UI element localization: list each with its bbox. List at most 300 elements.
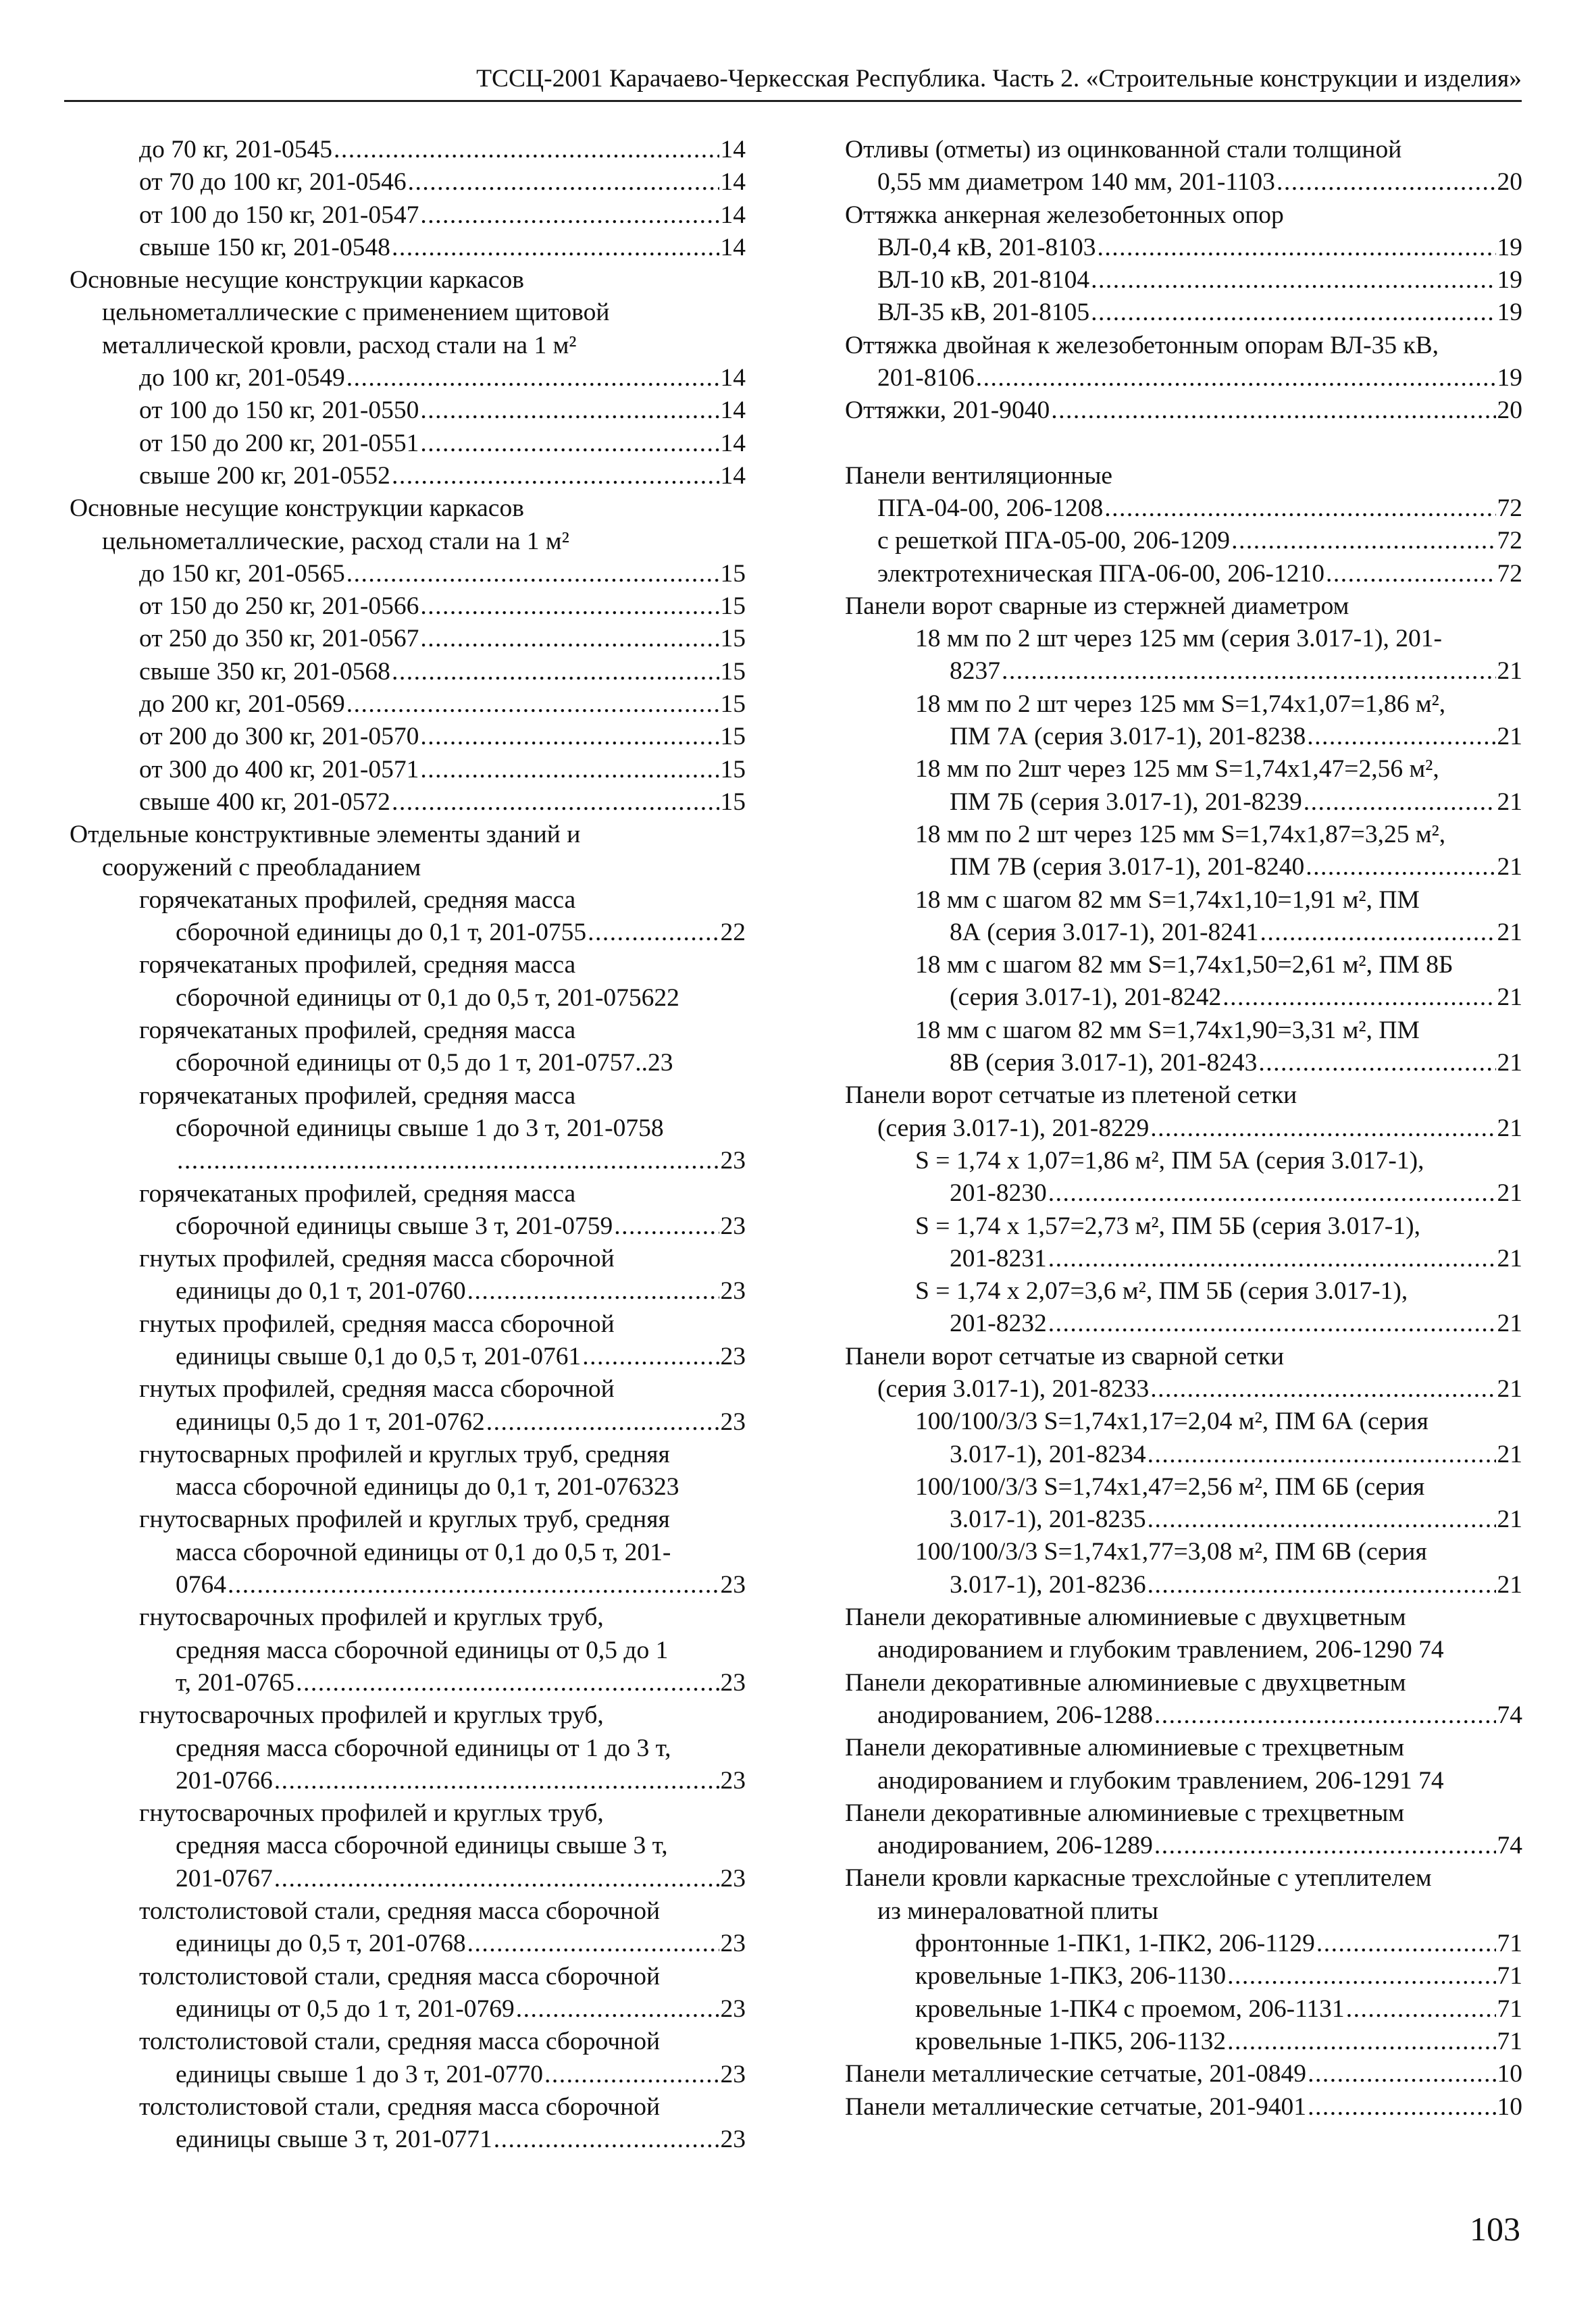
dot-leader: [177, 1145, 719, 1177]
entry-text: Панели декоративные алюминиевые с трехцветным: [845, 1734, 1405, 1762]
entry-page-number: 21: [1497, 657, 1522, 686]
entry-text: цельнометаллические с применением щитовой: [102, 299, 610, 327]
index-entry: [845, 1862, 1522, 1895]
index-entry: [845, 1895, 1522, 1928]
index-entry: [845, 1928, 1522, 1960]
dot-leader: [588, 917, 719, 949]
index-entry: [845, 1503, 1522, 1536]
index-entry: [70, 1373, 746, 1406]
entry-page-number: 14: [720, 136, 746, 163]
entry-text: Оттяжка двойная к железобетонным опорам ВЛ-35 кВ,: [845, 331, 1439, 359]
entry-text: Панели металлические сетчатые, 201-9401: [845, 2092, 1307, 2121]
dot-leader: [1002, 655, 1496, 688]
index-entry: [70, 1080, 746, 1112]
entry-text: от 150 до 250 кг, 201-0566: [139, 592, 419, 621]
dot-leader: [1148, 1503, 1496, 1536]
index-entry: [845, 1471, 1522, 1503]
index-entry: [70, 754, 746, 786]
dot-leader: [1227, 2026, 1495, 2058]
index-entry: [70, 1993, 746, 2026]
entry-page-number: 74: [1497, 1701, 1522, 1729]
index-entry: [70, 1895, 746, 1928]
entry-text: сооружений с преобладанием: [102, 853, 421, 881]
dot-leader: [228, 1569, 719, 1601]
entry-page-number: 19: [1497, 299, 1522, 327]
index-entry: [845, 1210, 1522, 1243]
entry-page-number: 21: [1497, 1114, 1522, 1142]
entry-page-number: 23: [720, 1212, 746, 1240]
entry-text: сборочной единицы свыше 1 до 3 т, 201-0758: [176, 1114, 664, 1142]
entry-text: цельнометаллические, расход стали на 1 м²: [102, 527, 569, 555]
entry-page-number: 23: [720, 1864, 746, 1893]
entry-text: свыше 150 кг, 201-0548: [139, 233, 390, 261]
index-entry: [845, 753, 1522, 786]
entry-page-number: 15: [720, 625, 746, 653]
entry-text: 201-8106: [877, 364, 975, 392]
entry-text: масса сборочной единицы до 0,1 т, 201-076323: [176, 1473, 679, 1501]
entry-page-number: 21: [1497, 788, 1522, 816]
index-entry: [845, 2026, 1522, 2058]
entry-text: S = 1,74 x 2,07=3,6 м², ПМ 5Б (серия 3.017-1),: [915, 1277, 1408, 1306]
index-entry: [70, 1341, 746, 1373]
index-entry: [845, 558, 1522, 590]
index-entry: [845, 394, 1522, 427]
index-entry: [70, 786, 746, 819]
entry-page-number: 10: [1497, 2092, 1522, 2121]
entry-text: ПМ 7А (серия 3.017-1), 201-8238: [950, 723, 1306, 751]
index-entry: [845, 1634, 1522, 1666]
index-entry: [70, 362, 746, 394]
entry-page-number: 14: [720, 168, 746, 197]
index-entry: [845, 1960, 1522, 1992]
entry-text: ВЛ-35 кВ, 201-8105: [877, 299, 1090, 327]
entry-text: 3.017-1), 201-8236: [950, 1570, 1146, 1599]
index-entry: [845, 166, 1522, 199]
entry-text: электротехническая ПГА-06-00, 206-1210: [877, 559, 1324, 588]
index-entry: [845, 1275, 1522, 1308]
dot-leader: [1150, 1112, 1495, 1145]
index-entry: [70, 2124, 746, 2156]
entry-text: до 200 кг, 201-0569: [139, 690, 345, 719]
entry-text: с решеткой ПГА-05-00, 206-1209: [877, 527, 1231, 555]
entry-page-number: 72: [1497, 559, 1522, 588]
entry-text: фронтонные 1-ПК1, 1-ПК2, 206-1129: [915, 1930, 1315, 1958]
index-entry: [70, 623, 746, 655]
entry-text: от 300 до 400 кг, 201-0571: [139, 755, 419, 783]
entry-text: от 70 до 100 кг, 201-0546: [139, 168, 407, 197]
entry-page-number: 21: [1497, 1310, 1522, 1338]
dot-leader: [334, 134, 719, 166]
index-entry: [845, 1145, 1522, 1177]
entry-page-number: 71: [1497, 2027, 1522, 2055]
entry-text: единицы 0,5 до 1 т, 201-0762: [176, 1408, 485, 1436]
dot-leader: [420, 199, 719, 232]
index-entry: [845, 1536, 1522, 1568]
entry-text: единицы свыше 1 до 3 т, 201-0770: [176, 2060, 544, 2088]
index-entry: [70, 2026, 746, 2058]
dot-leader: [1231, 525, 1495, 557]
entry-text: кровельные 1-ПК3, 206-1130: [915, 1962, 1227, 1990]
dot-leader: [392, 786, 719, 819]
entry-text: свыше 200 кг, 201-0552: [139, 461, 390, 490]
index-entry: [70, 884, 746, 917]
entry-page-number: 21: [1497, 1570, 1522, 1599]
index-entry: [845, 1830, 1522, 1862]
entry-page-number: 23: [720, 1930, 746, 1958]
entry-page-number: 14: [720, 364, 746, 392]
dot-leader: [614, 1210, 719, 1243]
dot-leader: [582, 1341, 719, 1373]
entry-text: горячекатаных профилей, средняя масса: [139, 1179, 576, 1208]
index-entry: [845, 917, 1522, 949]
dot-leader: [486, 1406, 719, 1439]
dot-leader: [392, 460, 719, 492]
index-entry: [845, 232, 1522, 264]
entry-page-number: 14: [720, 396, 746, 425]
dot-leader: [1104, 492, 1495, 525]
entry-page-number: 15: [720, 788, 746, 816]
entry-page-number: 15: [720, 657, 746, 686]
entry-page-number: 21: [1497, 918, 1522, 946]
dot-leader: [1154, 1830, 1496, 1862]
entry-text: Панели декоративные алюминиевые с двухцветным: [845, 1668, 1406, 1697]
index-entry: [845, 851, 1522, 883]
dot-leader: [516, 1993, 719, 2026]
index-entry: [70, 917, 746, 949]
entry-text: металлической кровли, расход стали на 1 м²: [102, 331, 577, 359]
index-entry: [70, 1569, 746, 1601]
entry-text: от 150 до 200 кг, 201-0551: [139, 429, 419, 457]
entry-text: Панели ворот сетчатые из сварной сетки: [845, 1342, 1285, 1370]
entry-text: гнутых профилей, средняя масса сборочной: [139, 1245, 615, 1273]
dot-leader: [1304, 786, 1496, 819]
entry-text: 18 мм по 2 шт через 125 мм S=1,74x1,07=1,86 м²,: [915, 690, 1446, 718]
entry-text: толстолистовой стали, средняя масса сборочной: [139, 1962, 661, 1990]
entry-page-number: 72: [1497, 494, 1522, 522]
index-entry: [70, 297, 746, 329]
dot-leader: [420, 721, 719, 753]
entry-text: единицы от 0,5 до 1 т, 201-0769: [176, 1995, 515, 2023]
entry-text: (серия 3.017-1), 201-8242: [950, 983, 1222, 1012]
index-entry: [70, 1635, 746, 1667]
entry-text: 18 мм с шагом 82 мм S=1,74x1,90=3,31 м², ПМ: [915, 1016, 1420, 1044]
index-entry: [70, 1145, 746, 1177]
entry-text: 201-8232: [950, 1310, 1047, 1338]
index-entry: [70, 1112, 746, 1145]
index-entry: [845, 134, 1522, 166]
entry-page-number: 20: [1497, 168, 1522, 197]
dot-leader: [1258, 1047, 1495, 1079]
index-entry: [70, 1210, 746, 1243]
entry-text: Основные несущие конструкции каркасов: [70, 266, 524, 294]
index-column-right: [845, 134, 1522, 2124]
index-entry: [845, 264, 1522, 297]
entry-text: толстолистовой стали, средняя масса сборочной: [139, 2028, 661, 2056]
entry-page-number: 19: [1497, 233, 1522, 261]
entry-text: сборочной единицы свыше 3 т, 201-0759: [176, 1212, 613, 1240]
dot-leader: [1051, 394, 1495, 427]
entry-page-number: 23: [720, 1408, 746, 1436]
entry-page-number: 15: [720, 690, 746, 719]
entry-text: анодированием, 206-1288: [877, 1701, 1153, 1729]
entry-page-number: 21: [1497, 1049, 1522, 1077]
entry-text: 18 мм с шагом 82 мм S=1,74x1,10=1,91 м², ПМ: [915, 885, 1420, 914]
entry-text: масса сборочной единицы от 0,1 до 0,5 т, 201-: [176, 1538, 671, 1566]
index-entry: [845, 688, 1522, 721]
dot-leader: [1260, 917, 1495, 949]
dot-leader: [1308, 2058, 1495, 2090]
entry-text: ВЛ-0,4 кВ, 201-8103: [877, 233, 1096, 261]
index-entry: [845, 623, 1522, 655]
index-entry: [845, 2058, 1522, 2090]
entry-text: 18 мм с шагом 82 мм S=1,74x1,50=2,61 м², ПМ 8Б: [915, 951, 1453, 979]
index-entry: [845, 1797, 1522, 1830]
dot-leader: [274, 1863, 719, 1895]
index-entry: [70, 1047, 746, 1079]
index-entry: [845, 199, 1522, 232]
index-entry: [845, 1047, 1522, 1079]
index-entry: [70, 1601, 746, 1634]
entry-text: горячекатаных профилей, средняя масса: [139, 885, 576, 914]
entry-text: Отдельные конструктивные элементы зданий и: [70, 821, 581, 849]
index-entry: [845, 819, 1522, 851]
entry-page-number: 71: [1497, 1995, 1522, 2023]
dot-leader: [1308, 2091, 1495, 2124]
index-entry: [70, 1797, 746, 1830]
index-entry: [70, 525, 746, 558]
index-entry: [845, 655, 1522, 688]
index-entry: [845, 362, 1522, 394]
dot-leader: [346, 558, 719, 590]
dot-leader: [346, 688, 719, 721]
dot-leader: [1048, 1308, 1496, 1340]
entry-page-number: 21: [1497, 1244, 1522, 1272]
dot-leader: [420, 623, 719, 655]
index-entry: [845, 492, 1522, 525]
entry-text: единицы до 0,1 т, 201-0760: [176, 1277, 466, 1306]
index-entry: [70, 199, 746, 232]
index-entry: [70, 590, 746, 623]
index-entry: [70, 264, 746, 297]
entry-page-number: 15: [720, 723, 746, 751]
entry-text: 8А (серия 3.017-1), 201-8241: [950, 918, 1259, 946]
index-entry: [845, 1667, 1522, 1699]
index-entry: [70, 232, 746, 264]
index-entry: [70, 656, 746, 688]
entry-page-number: 72: [1497, 527, 1522, 555]
entry-page-number: 74: [1497, 1832, 1522, 1860]
entry-text: гнутых профилей, средняя масса сборочной: [139, 1310, 615, 1338]
index-entry: [70, 1732, 746, 1765]
entry-text: Панели металлические сетчатые, 201-0849: [845, 2060, 1307, 2088]
dot-leader: [346, 362, 719, 394]
entry-page-number: 23: [720, 2060, 746, 2088]
entry-text: Панели кровли каркасные трехслойные с утеплителем: [845, 1864, 1432, 1893]
dot-leader: [1154, 1699, 1496, 1732]
index-entry: [845, 884, 1522, 917]
index-entry: [70, 428, 746, 460]
entry-page-number: 23: [720, 1277, 746, 1306]
index-entry: [845, 1243, 1522, 1275]
entry-text: единицы до 0,5 т, 201-0768: [176, 1930, 466, 1958]
entry-text: средняя масса сборочной единицы от 1 до 3 т,: [176, 1734, 671, 1762]
index-entry: [70, 2091, 746, 2124]
index-entry: [70, 2059, 746, 2091]
entry-page-number: 19: [1497, 364, 1522, 392]
dot-leader: [420, 754, 719, 786]
index-entry: [845, 786, 1522, 819]
entry-text: средняя масса сборочной единицы свыше 3 т,: [176, 1832, 668, 1860]
entry-text: единицы свыше 3 т, 201-0771: [176, 2126, 492, 2154]
entry-text: 18 мм по 2 шт через 125 мм S=1,74x1,87=3,25 м²,: [915, 820, 1446, 848]
index-column-left: [70, 134, 746, 2156]
entry-page-number: 14: [720, 233, 746, 261]
entry-text: Оттяжки, 201-9040: [845, 396, 1050, 425]
entry-text: Панели декоративные алюминиевые с трехцветным: [845, 1799, 1405, 1827]
entry-page-number: 21: [1497, 1374, 1522, 1403]
index-entry: [70, 982, 746, 1014]
index-entry: [70, 688, 746, 721]
dot-leader: [392, 656, 719, 688]
index-entry: [70, 1275, 746, 1308]
entry-text: сборочной единицы от 0,5 до 1 т, 201-0757..23: [176, 1049, 673, 1077]
entry-text: из минераловатной плиты: [877, 1897, 1158, 1925]
entry-page-number: 19: [1497, 266, 1522, 294]
entry-page-number: 23: [720, 1668, 746, 1697]
entry-page-number: 15: [720, 559, 746, 588]
entry-text: 0,55 мм диаметром 140 мм, 201-1103: [877, 168, 1275, 197]
entry-page-number: 14: [720, 429, 746, 457]
dot-leader: [1307, 721, 1495, 753]
index-entry: [845, 1406, 1522, 1438]
entry-text: анодированием, 206-1289: [877, 1832, 1153, 1860]
dot-leader: [494, 2124, 719, 2156]
entry-text: 201-0767: [176, 1864, 273, 1893]
entry-text: 100/100/3/3 S=1,74x1,17=2,04 м², ПМ 6А (серия: [915, 1408, 1428, 1436]
index-entry: [70, 1014, 746, 1047]
index-entry: [845, 981, 1522, 1014]
index-entry: [845, 1732, 1522, 1764]
index-entry: [70, 1471, 746, 1503]
index-entry: [845, 1112, 1522, 1145]
entry-text: 3.017-1), 201-8234: [950, 1440, 1146, 1468]
entry-text: (серия 3.017-1), 201-8233: [877, 1374, 1150, 1403]
entry-text: S = 1,74 x 1,07=1,86 м², ПМ 5А (серия 3.017-1),: [915, 1146, 1424, 1175]
index-entry: [70, 1439, 746, 1471]
entry-text: Оттяжка анкерная железобетонных опор: [845, 201, 1284, 229]
index-entry: [70, 949, 746, 981]
index-entry: [70, 1406, 746, 1439]
index-entry: [70, 1243, 746, 1275]
dot-leader: [1277, 166, 1496, 199]
entry-text: 18 мм по 2 шт через 125 мм (серия 3.017-1), 201-: [915, 625, 1442, 653]
index-entry: [70, 394, 746, 427]
dot-leader: [420, 590, 719, 623]
entry-text: свыше 350 кг, 201-0568: [139, 657, 390, 686]
index-entry: [70, 558, 746, 590]
dot-leader: [1227, 1960, 1495, 1992]
entry-page-number: 23: [720, 1766, 746, 1795]
dot-leader: [408, 166, 719, 199]
dot-leader: [1148, 1439, 1496, 1471]
index-entry: [845, 1341, 1522, 1373]
entry-text: ВЛ-10 кВ, 201-8104: [877, 266, 1090, 294]
dot-leader: [1091, 297, 1495, 329]
dot-leader: [467, 1928, 719, 1960]
section-gap: [845, 428, 1522, 460]
index-entry: [845, 721, 1522, 753]
entry-text: единицы свыше 0,1 до 0,5 т, 201-0761: [176, 1342, 582, 1370]
dot-leader: [1048, 1177, 1496, 1210]
dot-leader: [392, 232, 719, 264]
entry-page-number: 21: [1497, 853, 1522, 881]
entry-text: сборочной единицы до 0,1 т, 201-0755: [176, 919, 587, 947]
entry-text: до 100 кг, 201-0549: [139, 364, 345, 392]
dot-leader: [1097, 232, 1495, 264]
entry-text: до 70 кг, 201-0545: [139, 136, 332, 163]
entry-text: средняя масса сборочной единицы от 0,5 до 1: [176, 1636, 669, 1664]
index-entry: [70, 1699, 746, 1732]
entry-text: 201-0766: [176, 1766, 273, 1795]
dot-leader: [544, 2059, 719, 2091]
entry-page-number: 71: [1497, 1962, 1522, 1990]
dot-leader: [420, 394, 719, 427]
index-entry: [70, 1928, 746, 1960]
index-entry: [70, 721, 746, 753]
entry-text: 100/100/3/3 S=1,74x1,47=2,56 м², ПМ 6Б (серия: [915, 1472, 1425, 1501]
entry-text: гнутосварных профилей и круглых труб, средняя: [139, 1506, 670, 1534]
entry-text: сборочной единицы от 0,1 до 0,5 т, 201-075622: [176, 983, 679, 1012]
entry-page-number: 21: [1497, 983, 1522, 1012]
index-entry: [845, 460, 1522, 492]
index-entry: [845, 1014, 1522, 1047]
entry-page-number: 23: [720, 1342, 746, 1370]
entry-text: 100/100/3/3 S=1,74x1,77=3,08 м², ПМ 6В (серия: [915, 1538, 1427, 1566]
entry-text: 0764: [176, 1571, 226, 1599]
dot-leader: [1222, 981, 1495, 1014]
entry-text: толстолистовой стали, средняя масса сборочной: [139, 2092, 661, 2121]
index-entry: [845, 1601, 1522, 1634]
index-entry: [70, 1178, 746, 1210]
index-entry: [845, 1079, 1522, 1112]
entry-page-number: 23: [720, 1147, 746, 1175]
entry-text: Панели вентиляционные: [845, 461, 1113, 490]
entry-text: кровельные 1-ПК5, 206-1132: [915, 2027, 1227, 2055]
dot-leader: [1150, 1373, 1495, 1406]
entry-page-number: 10: [1497, 2060, 1522, 2088]
index-entry: [70, 1667, 746, 1699]
index-entry: [845, 2091, 1522, 2124]
index-entry: [70, 492, 746, 525]
entry-text: Панели ворот сварные из стержней диаметром: [845, 592, 1349, 620]
entry-text: гнутосварочных профилей и круглых труб,: [139, 1603, 604, 1632]
entry-page-number: 23: [720, 1995, 746, 2023]
entry-text: Основные несущие конструкции каркасов: [70, 494, 524, 523]
index-entry: [845, 1308, 1522, 1340]
dot-leader: [976, 362, 1496, 394]
index-entry: [70, 1961, 746, 1993]
entry-text: ПМ 7В (серия 3.017-1), 201-8240: [950, 853, 1305, 881]
entry-text: до 150 кг, 201-0565: [139, 559, 345, 588]
entry-text: от 100 до 150 кг, 201-0547: [139, 201, 419, 229]
index-entry: [845, 1993, 1522, 2026]
entry-text: свыше 400 кг, 201-0572: [139, 788, 390, 816]
entry-page-number: 14: [720, 201, 746, 229]
entry-page-number: 21: [1497, 723, 1522, 751]
dot-leader: [296, 1667, 719, 1699]
entry-text: от 250 до 350 кг, 201-0567: [139, 625, 419, 653]
dot-leader: [1326, 558, 1496, 590]
